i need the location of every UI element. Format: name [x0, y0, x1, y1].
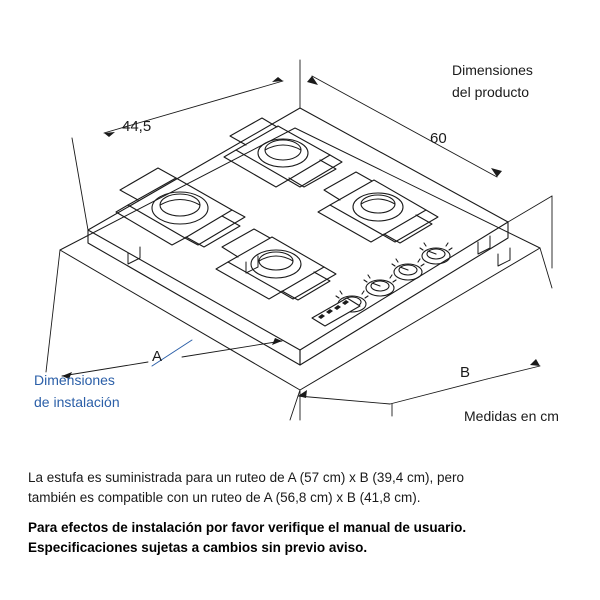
notes-block	[28, 468, 576, 558]
note-paragraph-line2: también es compatible con un ruteo de A (56,8 cm) x B (41,8 cm).	[28, 490, 421, 505]
label-product-dimensions-line2: del producto	[452, 84, 530, 100]
label-product-dimensions-line1: Dimensiones	[452, 62, 533, 78]
label-width-44-5: 44,5	[122, 118, 152, 135]
label-install-a: A	[152, 348, 163, 365]
notes-spacer	[28, 508, 576, 518]
cooktop-side-thickness	[88, 222, 508, 365]
mounting-clips	[128, 236, 510, 273]
note-paragraph-line1: La estufa es suministrada para un ruteo de A (57 cm) x B (39,4 cm), pero	[28, 470, 464, 485]
dimension-depth-60	[307, 76, 552, 268]
knob-3	[364, 275, 396, 296]
label-install-dimensions-line2: de instalación	[34, 394, 120, 410]
label-install-b: B	[460, 364, 471, 381]
label-units-note: Medidas en cm	[464, 408, 559, 424]
label-depth-60: 60	[430, 130, 447, 147]
note-bold-line2: Especificaciones sujetas a cambios sin previo aviso.	[28, 540, 368, 555]
burner-back-right	[318, 172, 438, 243]
note-bold-line1: Para efectos de instalación por favor verifique el manual de usuario.	[28, 520, 467, 535]
knob-1	[420, 243, 452, 264]
burner-front-left-large	[116, 168, 245, 247]
burner-front-center	[216, 229, 336, 300]
label-install-dimensions-line1: Dimensiones	[34, 372, 115, 388]
burner-back-left	[224, 118, 342, 187]
knob-2	[392, 259, 424, 280]
dimension-width-44-5	[72, 60, 300, 230]
